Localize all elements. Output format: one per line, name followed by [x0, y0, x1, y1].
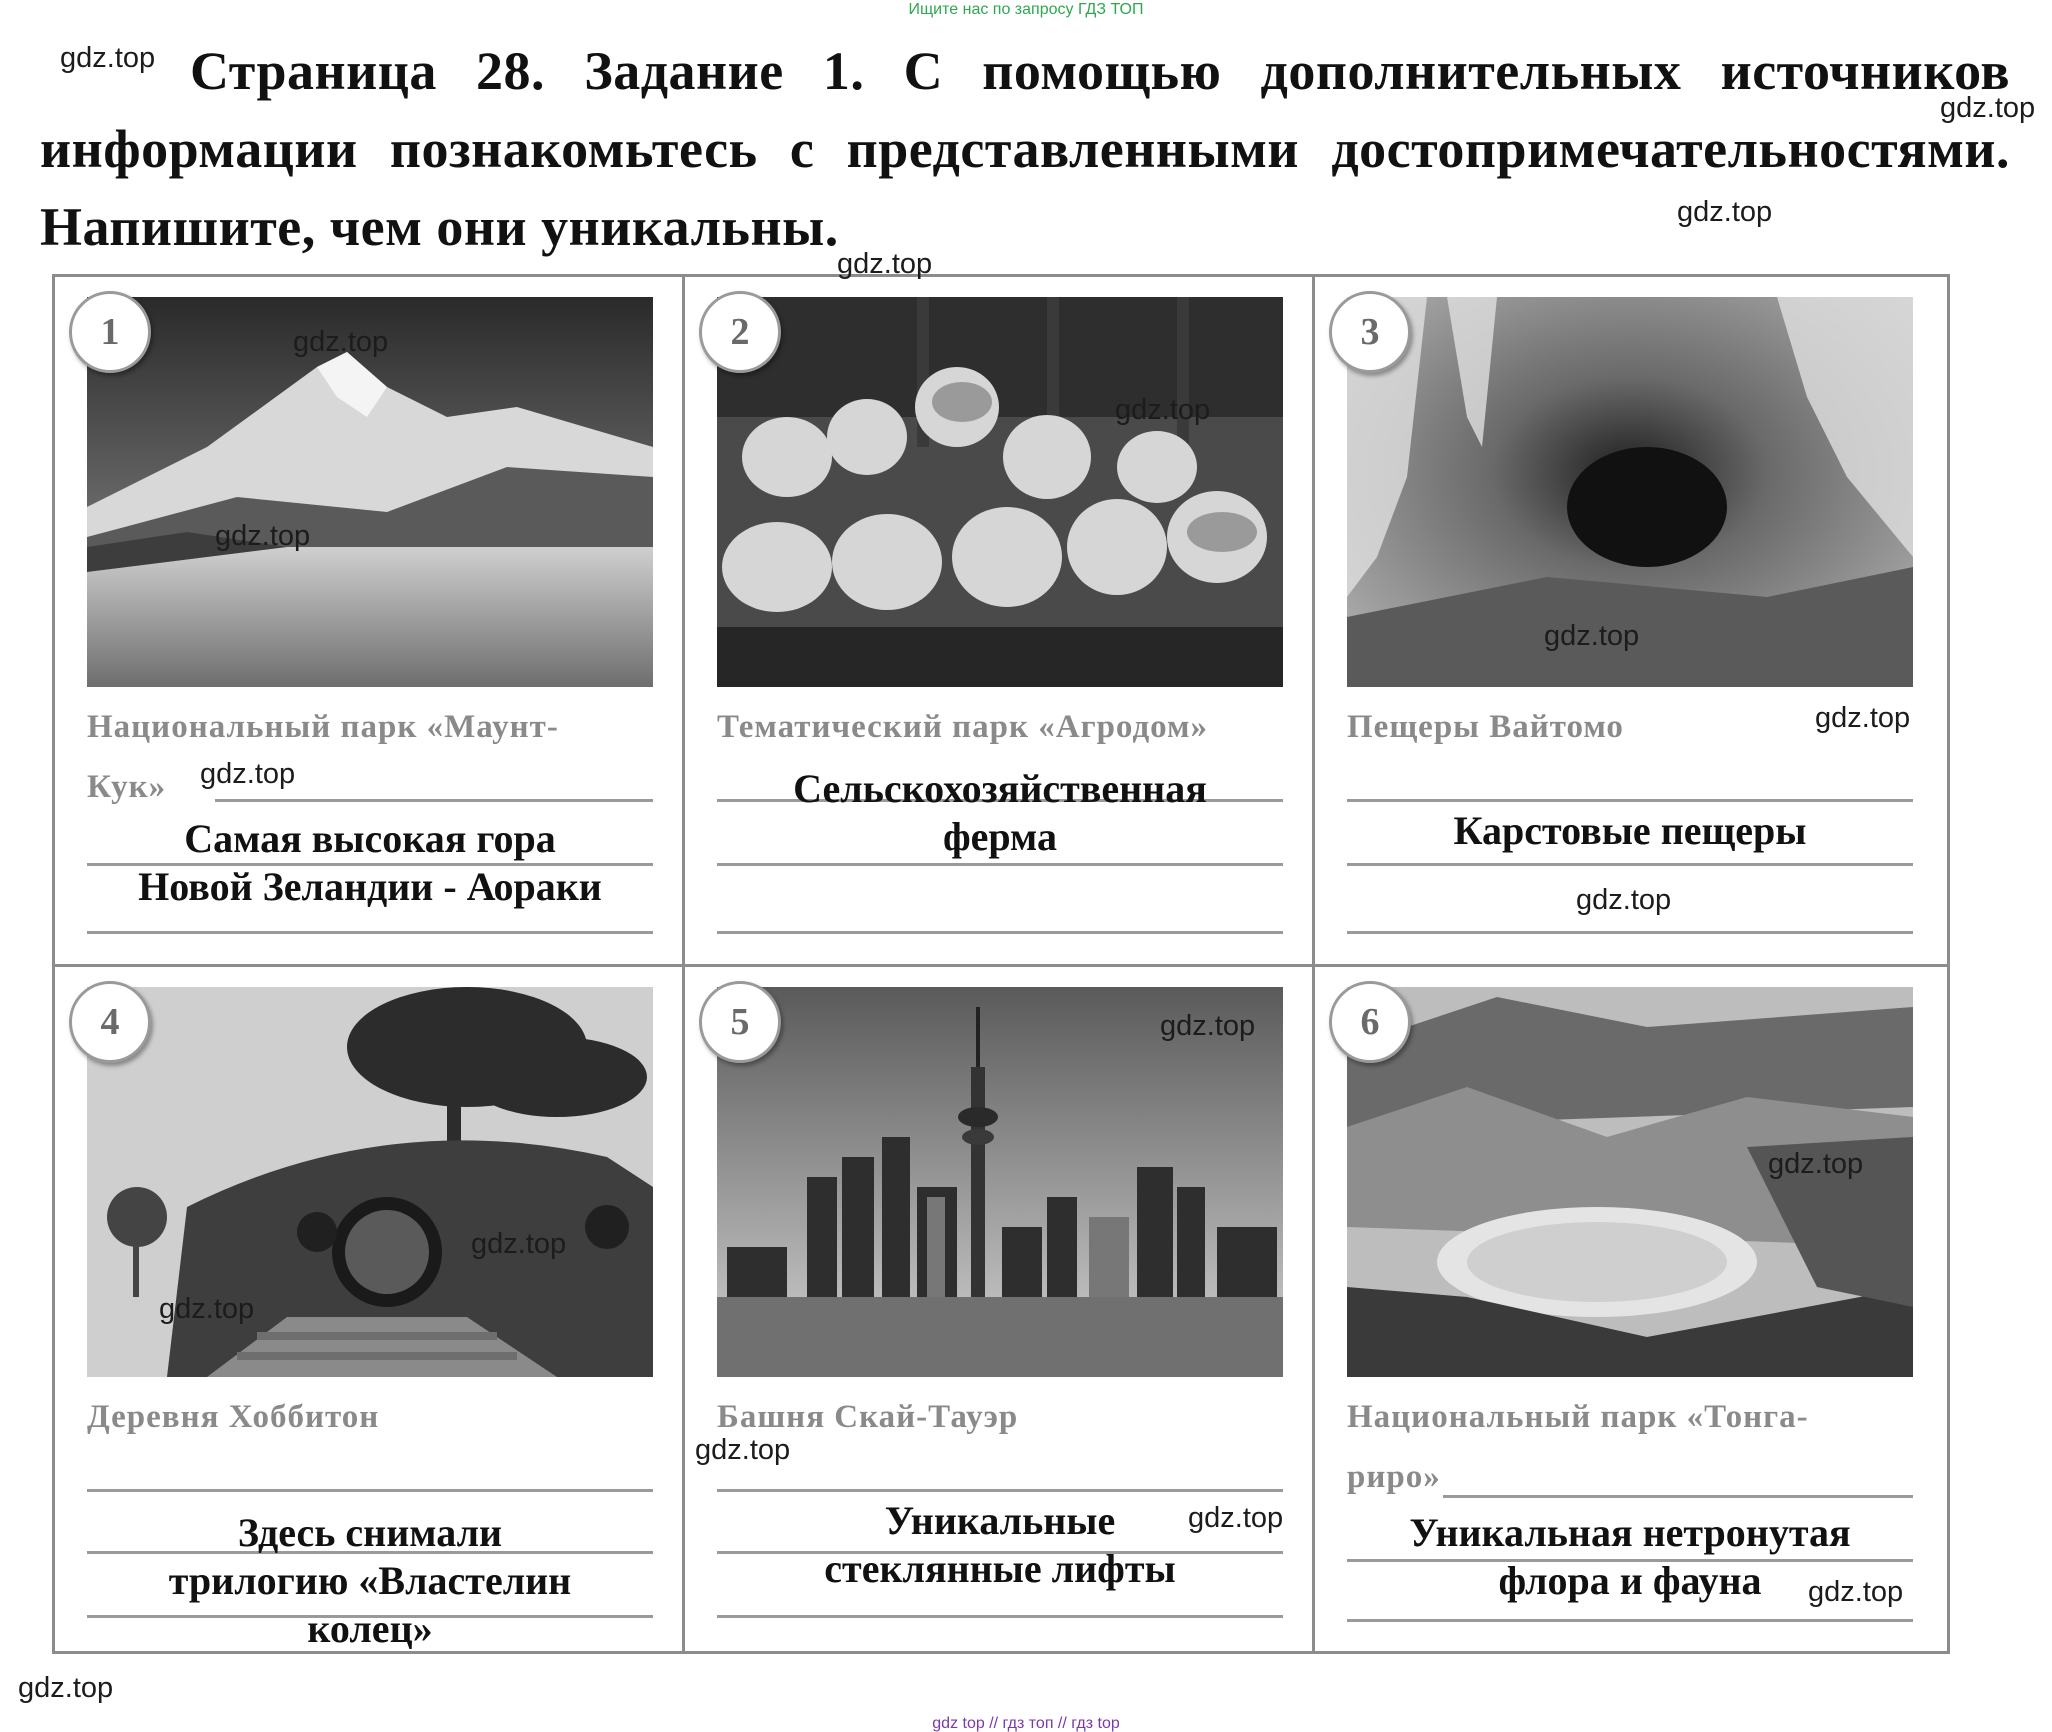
answer-line-text: Новой Зеландии - Аораки: [138, 864, 602, 909]
answer-line-text: Уникальная нетронутая: [1409, 1510, 1851, 1555]
answer-line: [1347, 799, 1913, 802]
answer-line-text: флора и фауна: [1498, 1558, 1762, 1603]
card-agrodome: [685, 277, 1315, 967]
watermark: gdz.top: [1160, 1010, 1256, 1042]
agrodome-photo: [717, 297, 1283, 687]
answer-line-text: ферма: [942, 814, 1058, 859]
answer-text: [725, 765, 1275, 861]
watermark: gdz.top: [1115, 394, 1211, 426]
answer-line: [1347, 1619, 1913, 1622]
card-number-badge: 5: [699, 981, 781, 1063]
card-caption: [87, 1387, 653, 1447]
watermark: gdz.top: [1815, 702, 1911, 734]
caption-line: Тематический парк «Агродом»: [717, 709, 1209, 745]
bottom-banner: gdz top // гдз топ // гдз top: [932, 1715, 1120, 1732]
watermark: gdz.top: [200, 758, 296, 790]
watermark: gdz.top: [695, 1434, 791, 1466]
answer-line: [717, 931, 1283, 934]
answer-line-text: стеклянные лифты: [824, 1546, 1176, 1591]
card-caption: [717, 1387, 1283, 1447]
watermark: gdz.top: [159, 1293, 255, 1325]
attractions-grid: [52, 274, 1950, 1654]
watermark: gdz.top: [1768, 1148, 1864, 1180]
watermark: gdz.top: [1576, 884, 1672, 916]
answer-line: [1347, 863, 1913, 866]
card-hobbiton: [55, 967, 685, 1651]
answer-text: [95, 1509, 645, 1653]
caption-line: Национальный парк «Маунт-: [87, 709, 559, 745]
card-sky-tower: [685, 967, 1315, 1651]
answer-line: [1347, 931, 1913, 934]
answer-line: [87, 1489, 653, 1492]
answer-line: [717, 1489, 1283, 1492]
answer-line-text: Карстовые пещеры: [1453, 808, 1807, 853]
card-mount-cook: [55, 277, 685, 967]
card-tongariro: [1315, 967, 1947, 1651]
card-number-badge: 3: [1329, 291, 1411, 373]
card-number-badge: 4: [69, 981, 151, 1063]
answer-line-text: Здесь снимали: [237, 1510, 503, 1555]
caption-line: Пещеры Вайтомо: [1347, 709, 1624, 745]
watermark: gdz.top: [1188, 1502, 1284, 1534]
answer-line-text: Самая высокая гора: [184, 816, 556, 861]
answer-line-text: Уникальные: [884, 1498, 1116, 1543]
answer-text: [1355, 807, 1905, 855]
watermark: gdz.top: [60, 42, 156, 74]
card-caption: [717, 697, 1283, 757]
caption-line: Башня Скай-Тауэр: [717, 1399, 1019, 1435]
watermark: gdz.top: [18, 1672, 114, 1704]
answer-line-text: колец»: [307, 1606, 433, 1651]
answer-text: [95, 815, 645, 911]
card-caption: [1347, 1387, 1913, 1507]
answer-line: [1443, 1495, 1913, 1498]
task-heading-text: Страница 28. Задание 1. С помощью дополнительных источников информации познакомьтесь с представленными достопримечательностями. Напишите, чем они уникальны.: [40, 41, 2010, 257]
watermark: gdz.top: [471, 1228, 567, 1260]
answer-line: [87, 931, 653, 934]
task-heading: [40, 32, 2010, 266]
watermark: gdz.top: [215, 520, 311, 552]
answer-line: [717, 1615, 1283, 1618]
top-search-banner: Ищите нас по запросу ГДЗ ТОП: [908, 1, 1144, 18]
answer-line-text: Сельскохозяйственная: [793, 766, 1207, 811]
watermark: gdz.top: [1808, 1576, 1904, 1608]
watermark: gdz.top: [837, 248, 933, 280]
card-number-badge: 6: [1329, 981, 1411, 1063]
watermark: gdz.top: [1544, 620, 1640, 652]
watermark: gdz.top: [1940, 92, 2036, 124]
caption-line: Деревня Хоббитон: [87, 1399, 380, 1435]
answer-line: [717, 863, 1283, 866]
tongariro-photo: [1347, 987, 1913, 1377]
answer-line: [215, 799, 653, 802]
card-number-badge: 1: [69, 291, 151, 373]
card-number-badge: 2: [699, 291, 781, 373]
caption-line: Кук»: [87, 769, 167, 805]
caption-line: риро»: [1347, 1459, 1441, 1495]
sky-tower-photo: [717, 987, 1283, 1377]
watermark: gdz.top: [293, 326, 389, 358]
caption-line: Национальный парк «Тонга-: [1347, 1399, 1809, 1435]
answer-line-text: трилогию «Властелин: [168, 1558, 572, 1603]
watermark: gdz.top: [1677, 196, 1773, 228]
